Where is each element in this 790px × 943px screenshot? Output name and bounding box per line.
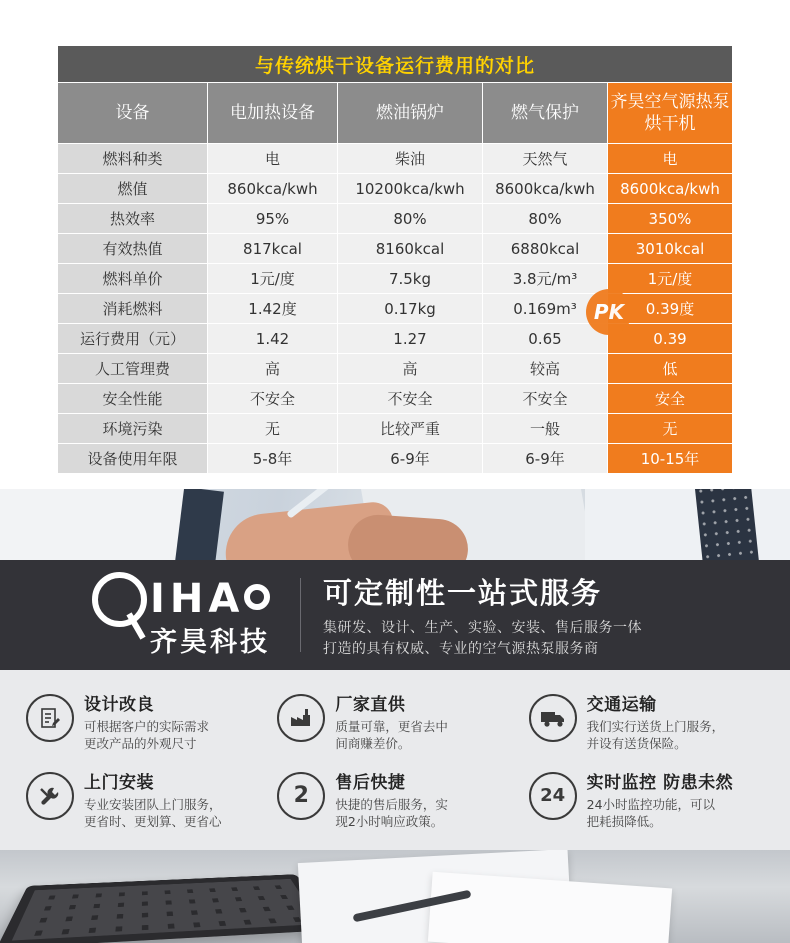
number-24-icon — [529, 772, 577, 820]
company-logo — [0, 560, 300, 670]
photo-shape-paper-b — [428, 872, 672, 943]
feature-title: 售后快捷 — [335, 773, 406, 793]
feature-body — [335, 768, 514, 830]
table-row — [58, 384, 733, 414]
row-label: 人工管理费 — [58, 354, 208, 384]
cell-value-accent: 1元/度 — [608, 264, 733, 294]
col-header-electric: 电加热设备 — [208, 83, 338, 144]
cell-value-accent: 10-15年 — [608, 444, 733, 474]
brand-slogan-line1: 集研发、设计、生产、实验、安装、售后服务一体 — [323, 619, 642, 636]
col-header-oil-boiler: 燃油锅炉 — [338, 83, 483, 144]
table-row — [58, 234, 733, 264]
cell-value: 8160kcal — [338, 234, 483, 264]
cell-value: 无 — [208, 414, 338, 444]
cell-value: 1元/度 — [208, 264, 338, 294]
feature-desc-line1: 快捷的售后服务，实 — [335, 797, 448, 812]
feature-icon-number: 24 — [540, 785, 566, 806]
col-header-gas: 燃气保护 — [483, 83, 608, 144]
feature-title: 上门安装 — [84, 773, 154, 793]
col-header-device: 设备 — [58, 83, 208, 144]
logo-letters-text: IHA — [150, 576, 245, 622]
feature-desc-line1: 质量可靠，更省去中 — [335, 719, 448, 734]
cell-value: 高 — [338, 354, 483, 384]
feature-row-1 — [0, 682, 790, 760]
business-handshake-photo — [0, 489, 790, 566]
feature-item-aftersales — [269, 764, 520, 838]
col-header-qihao: 齐昊空气源热泵烘干机 — [608, 83, 733, 144]
row-label: 有效热值 — [58, 234, 208, 264]
brand-slogan-block — [323, 571, 790, 660]
logo-q-circle-icon — [92, 572, 147, 627]
cell-value: 0.65 — [483, 324, 608, 354]
cell-value: 5-8年 — [208, 444, 338, 474]
cell-value-accent: 无 — [608, 414, 733, 444]
cell-value: 817kcal — [208, 234, 338, 264]
feature-desc-line2: 把耗损降低。 — [586, 814, 662, 829]
brand-slogan-title: 可定制性一站式服务 — [323, 575, 603, 610]
feature-item-installation — [18, 764, 269, 838]
cell-value: 电 — [208, 144, 338, 174]
logo-o-ring-icon — [244, 584, 270, 610]
cell-value-accent: 安全 — [608, 384, 733, 414]
feature-icon-number: 2 — [293, 783, 309, 808]
cell-value: 95% — [208, 204, 338, 234]
feature-desc-line2: 更改产品的外观尺寸 — [84, 736, 197, 751]
row-label: 运行费用（元） — [58, 324, 208, 354]
cell-value: 比较严重 — [338, 414, 483, 444]
cell-value-accent: 0.39度 — [608, 294, 733, 324]
feature-body — [587, 768, 766, 830]
cell-value-accent: 3010kcal — [608, 234, 733, 264]
photo-shape-keyboard — [0, 874, 335, 943]
cell-value: 0.169m³ — [483, 294, 608, 324]
cell-value: 6-9年 — [483, 444, 608, 474]
cell-value: 8600kca/kwh — [483, 174, 608, 204]
cell-value: 天然气 — [483, 144, 608, 174]
photo-shape-shirt-left — [0, 489, 198, 566]
pk-badge: PK — [586, 289, 632, 335]
cell-value: 不安全 — [208, 384, 338, 414]
cell-value: 860kca/kwh — [208, 174, 338, 204]
cell-value: 不安全 — [483, 384, 608, 414]
cell-value: 柴油 — [338, 144, 483, 174]
feature-body — [84, 768, 263, 830]
feature-item-transport — [521, 686, 772, 760]
table-row — [58, 144, 733, 174]
table-row — [58, 444, 733, 474]
office-desk-photo — [0, 850, 790, 943]
wrench-icon — [26, 772, 74, 820]
cell-value-accent: 8600kca/kwh — [608, 174, 733, 204]
cell-value-accent: 0.39 — [608, 324, 733, 354]
feature-item-monitoring — [521, 764, 772, 838]
cell-value: 1.42度 — [208, 294, 338, 324]
row-label: 消耗燃料 — [58, 294, 208, 324]
row-label: 燃料单价 — [58, 264, 208, 294]
brand-band — [0, 560, 790, 670]
cell-value-accent: 350% — [608, 204, 733, 234]
cell-value: 1.27 — [338, 324, 483, 354]
feature-desc-line1: 可根据客户的实际需求 — [84, 719, 210, 734]
row-label: 燃值 — [58, 174, 208, 204]
cell-value: 不安全 — [338, 384, 483, 414]
cell-value-accent: 低 — [608, 354, 733, 384]
row-label: 热效率 — [58, 204, 208, 234]
logo-letters — [150, 576, 270, 622]
cell-value: 1.42 — [208, 324, 338, 354]
feature-desc-line2: 现2小时响应政策。 — [335, 814, 444, 829]
row-label: 燃料种类 — [58, 144, 208, 174]
cell-value: 高 — [208, 354, 338, 384]
feature-desc-line1: 我们实行送货上门服务， — [586, 719, 725, 734]
feature-title: 厂家直供 — [335, 695, 406, 715]
feature-item-factory — [269, 686, 520, 760]
cell-value-accent: 电 — [608, 144, 733, 174]
table-row — [58, 354, 733, 384]
feature-title: 交通运输 — [586, 695, 657, 715]
feature-desc-line2: 间商赚差价。 — [335, 736, 411, 751]
comparison-table — [57, 45, 733, 474]
brand-divider — [300, 578, 301, 652]
cell-value: 一般 — [483, 414, 608, 444]
feature-body — [335, 690, 514, 752]
feature-title: 实时监控 防患未然 — [586, 773, 734, 793]
cell-value: 3.8元/m³ — [483, 264, 608, 294]
photo-shape-shirt-right — [585, 489, 790, 566]
table-row — [58, 414, 733, 444]
table-row — [58, 324, 733, 354]
cell-value: 80% — [483, 204, 608, 234]
cell-value: 较高 — [483, 354, 608, 384]
cell-value: 6-9年 — [338, 444, 483, 474]
table-row — [58, 174, 733, 204]
cell-value: 6880kcal — [483, 234, 608, 264]
table-header-row — [58, 83, 733, 144]
truck-icon — [529, 694, 577, 742]
row-label: 环境污染 — [58, 414, 208, 444]
feature-row-2 — [0, 760, 790, 838]
table-row — [58, 264, 733, 294]
cell-value: 0.17kg — [338, 294, 483, 324]
cell-value: 80% — [338, 204, 483, 234]
cell-value: 7.5kg — [338, 264, 483, 294]
table-row — [58, 204, 733, 234]
service-features-section — [0, 670, 790, 850]
row-label: 设备使用年限 — [58, 444, 208, 474]
feature-title: 设计改良 — [84, 695, 154, 715]
feature-desc-line1: 24小时监控功能，可以 — [586, 797, 716, 812]
table-title: 与传统烘干设备运行费用的对比 — [58, 46, 733, 83]
photo-shape-tie-right — [695, 489, 762, 566]
design-doc-icon — [26, 694, 74, 742]
row-label: 安全性能 — [58, 384, 208, 414]
feature-desc-line2: 并设有送货保险。 — [586, 736, 687, 751]
number-2-icon — [277, 772, 325, 820]
brand-slogan-line2: 打造的具有权威、专业的空气源热泵服务商 — [323, 640, 599, 657]
factory-icon — [277, 694, 325, 742]
feature-desc-line1: 专业安装团队上门服务， — [84, 797, 222, 812]
feature-item-design — [18, 686, 269, 760]
logo-chinese-name: 齐昊科技 — [150, 627, 270, 658]
cell-value: 10200kca/kwh — [338, 174, 483, 204]
feature-body — [84, 690, 263, 752]
feature-desc-line2: 更省时、更划算、更省心 — [84, 814, 222, 829]
table-title-row — [58, 46, 733, 83]
feature-body — [587, 690, 766, 752]
